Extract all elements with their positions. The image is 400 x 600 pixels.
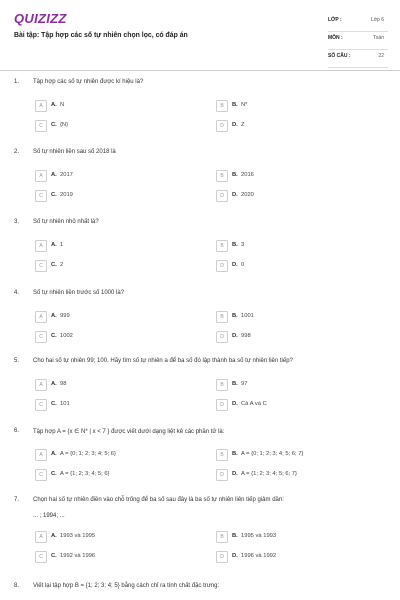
- answer-option[interactable]: [35, 469, 185, 481]
- option-letter: B.: [232, 102, 238, 108]
- meta-row-subject: [328, 32, 388, 50]
- option-text: Z: [241, 122, 245, 128]
- answer-option[interactable]: [216, 190, 366, 202]
- answer-option[interactable]: [35, 260, 185, 272]
- answer-option[interactable]: [216, 399, 366, 411]
- option-checkbox[interactable]: D: [216, 551, 228, 563]
- option-letter: C.: [51, 333, 57, 339]
- meta-label: LỚP :: [328, 17, 342, 23]
- option-text: 2: [60, 262, 64, 268]
- option-checkbox[interactable]: A: [35, 240, 47, 252]
- option-checkbox[interactable]: A: [35, 449, 47, 461]
- option-letter: A.: [51, 172, 57, 178]
- option-letter: B.: [232, 451, 238, 457]
- meta-label: SỐ CÂU :: [328, 53, 351, 59]
- option-text: 2020: [241, 192, 254, 198]
- option-text: 101: [60, 401, 70, 407]
- option-checkbox[interactable]: D: [216, 469, 228, 481]
- option-checkbox[interactable]: C: [35, 120, 47, 132]
- option-text: N: [60, 102, 65, 108]
- question-text: Số tự nhiên liền sau số 2018 là: [33, 149, 116, 155]
- option-text: A = {0; 1; 2; 3; 4; 5; 6}: [60, 451, 116, 457]
- answer-option[interactable]: [35, 379, 185, 391]
- option-checkbox[interactable]: C: [35, 469, 47, 481]
- option-checkbox[interactable]: A: [35, 531, 47, 543]
- option-letter: B.: [232, 242, 238, 248]
- option-text: N*: [241, 102, 248, 108]
- question-text: Viết lại tập hợp B = {1; 2; 3; 4; 5} bằng cách chỉ ra tính chất đặc trưng:: [33, 583, 220, 589]
- question-text: Số tự nhiên nhỏ nhất là?: [33, 219, 99, 225]
- question-text-continued: ... ; 1994; ...: [33, 513, 65, 519]
- option-letter: A.: [51, 242, 57, 248]
- worksheet-title: Bài tập: Tập hợp các số tự nhiên chọn lọc, có đáp án: [14, 32, 188, 39]
- option-letter: C.: [51, 401, 57, 407]
- option-letter: C.: [51, 553, 57, 559]
- meta-row-class: [328, 14, 388, 32]
- answer-option[interactable]: [35, 449, 185, 461]
- meta-value: Lớp 6: [370, 17, 384, 23]
- option-text: 998: [241, 333, 251, 339]
- question-number: 3.: [14, 219, 20, 225]
- option-text: 2017: [60, 172, 73, 178]
- option-text: 2016: [241, 172, 254, 178]
- option-letter: A.: [51, 313, 57, 319]
- option-text: 1002: [60, 333, 73, 339]
- option-text: 1996 và 1992: [241, 553, 277, 559]
- option-letter: D.: [232, 401, 238, 407]
- option-text: {N}: [60, 122, 69, 128]
- question-text: Chọn hai số tự nhiên điền vào chỗ trống để ba số sau đây là ba số tự nhiên liên tiếp giảm dần:: [33, 497, 284, 503]
- option-text: 1992 và 1996: [60, 553, 96, 559]
- option-checkbox[interactable]: B: [216, 379, 228, 391]
- option-checkbox[interactable]: A: [35, 170, 47, 182]
- option-text: 1: [60, 242, 64, 248]
- option-checkbox[interactable]: C: [35, 260, 47, 272]
- option-checkbox[interactable]: B: [216, 240, 228, 252]
- option-letter: C.: [51, 471, 57, 477]
- answer-option[interactable]: [216, 379, 366, 391]
- option-checkbox[interactable]: D: [216, 190, 228, 202]
- option-text: 97: [241, 381, 248, 387]
- question-text: Tập hợp các số tự nhiên được kí hiệu là?: [33, 79, 144, 85]
- question-text: Số tự nhiên liền trước số 1000 là?: [33, 290, 125, 296]
- option-text: A = {0; 1; 2; 3; 4; 5; 6; 7}: [241, 451, 304, 457]
- option-checkbox[interactable]: D: [216, 331, 228, 343]
- option-checkbox[interactable]: B: [216, 311, 228, 323]
- option-text: 1993 và 1995: [60, 533, 96, 539]
- option-text: 0: [241, 262, 245, 268]
- answer-option[interactable]: [35, 170, 185, 182]
- option-letter: A.: [51, 451, 57, 457]
- option-checkbox[interactable]: B: [216, 100, 228, 112]
- answer-option[interactable]: [216, 120, 366, 132]
- option-letter: B.: [232, 313, 238, 319]
- option-checkbox[interactable]: A: [35, 311, 47, 323]
- answer-option[interactable]: [35, 311, 185, 323]
- meta-value: 22: [378, 53, 384, 59]
- answer-option[interactable]: [35, 190, 185, 202]
- option-letter: C.: [51, 262, 57, 268]
- worksheet-header: [0, 0, 400, 62]
- question-number: 8.: [14, 583, 20, 589]
- meta-info: [328, 14, 388, 68]
- option-letter: A.: [51, 102, 57, 108]
- option-checkbox[interactable]: C: [35, 399, 47, 411]
- option-text: 999: [60, 313, 70, 319]
- option-checkbox[interactable]: D: [216, 399, 228, 411]
- answer-option[interactable]: [35, 100, 185, 112]
- option-checkbox[interactable]: B: [216, 170, 228, 182]
- option-text: 1995 và 1993: [241, 533, 277, 539]
- option-letter: D.: [232, 333, 238, 339]
- answer-option[interactable]: [216, 469, 366, 481]
- answer-option[interactable]: [216, 100, 366, 112]
- option-letter: B.: [232, 533, 238, 539]
- meta-row-count: [328, 50, 388, 68]
- option-checkbox[interactable]: D: [216, 260, 228, 272]
- option-letter: C.: [51, 122, 57, 128]
- answer-option[interactable]: [216, 551, 366, 563]
- option-letter: D.: [232, 262, 238, 268]
- option-letter: B.: [232, 172, 238, 178]
- answer-option[interactable]: [216, 240, 366, 252]
- meta-label: MÔN :: [328, 35, 343, 41]
- option-letter: D.: [232, 192, 238, 198]
- header-divider: [0, 70, 400, 71]
- quizizz-logo: QUIZIZZ: [14, 11, 67, 26]
- answer-option[interactable]: [35, 331, 185, 343]
- option-text: A = {1; 2; 3; 4; 5; 6; 7}: [241, 471, 297, 477]
- question-number: 7.: [14, 497, 20, 503]
- option-checkbox[interactable]: D: [216, 120, 228, 132]
- option-checkbox[interactable]: A: [35, 379, 47, 391]
- option-checkbox[interactable]: A: [35, 100, 47, 112]
- option-text: A = {1; 2; 3; 4; 5; 6}: [60, 471, 110, 477]
- option-text: 3: [241, 242, 245, 248]
- answer-option[interactable]: [35, 531, 185, 543]
- question-text: Cho hai số tự nhiên 99; 100. Hãy tìm số tự nhiên a để ba số đó lập thành ba số tự nhiên liên tiếp?: [33, 358, 293, 364]
- answer-option[interactable]: [216, 449, 366, 461]
- option-letter: B.: [232, 381, 238, 387]
- answer-option[interactable]: [35, 399, 185, 411]
- option-text: 2019: [60, 192, 73, 198]
- question-number: 1.: [14, 79, 20, 85]
- question-text: Tập hợp A = {x ∈ N* | x < 7 } được viết dưới dạng liệt kê các phần tử là:: [33, 429, 225, 435]
- option-letter: A.: [51, 533, 57, 539]
- question-number: 5.: [14, 358, 20, 364]
- answer-option[interactable]: [35, 240, 185, 252]
- option-letter: D.: [232, 471, 238, 477]
- option-letter: D.: [232, 122, 238, 128]
- option-checkbox[interactable]: B: [216, 531, 228, 543]
- question-number: 6.: [14, 428, 20, 434]
- question-number: 4.: [14, 290, 20, 296]
- answer-option[interactable]: [216, 331, 366, 343]
- option-letter: A.: [51, 381, 57, 387]
- option-text: 1001: [241, 313, 254, 319]
- answer-option[interactable]: [35, 551, 185, 563]
- answer-option[interactable]: [216, 260, 366, 272]
- answer-option[interactable]: [35, 120, 185, 132]
- option-checkbox[interactable]: C: [35, 331, 47, 343]
- option-checkbox[interactable]: C: [35, 190, 47, 202]
- answer-option[interactable]: [216, 531, 366, 543]
- option-checkbox[interactable]: B: [216, 449, 228, 461]
- answer-option[interactable]: [216, 311, 366, 323]
- question-number: 2.: [14, 149, 20, 155]
- meta-value: Toán: [373, 35, 384, 41]
- option-checkbox[interactable]: C: [35, 551, 47, 563]
- option-text: 98: [60, 381, 67, 387]
- option-letter: D.: [232, 553, 238, 559]
- option-text: Cả A và C: [241, 401, 267, 407]
- answer-option[interactable]: [216, 170, 366, 182]
- option-letter: C.: [51, 192, 57, 198]
